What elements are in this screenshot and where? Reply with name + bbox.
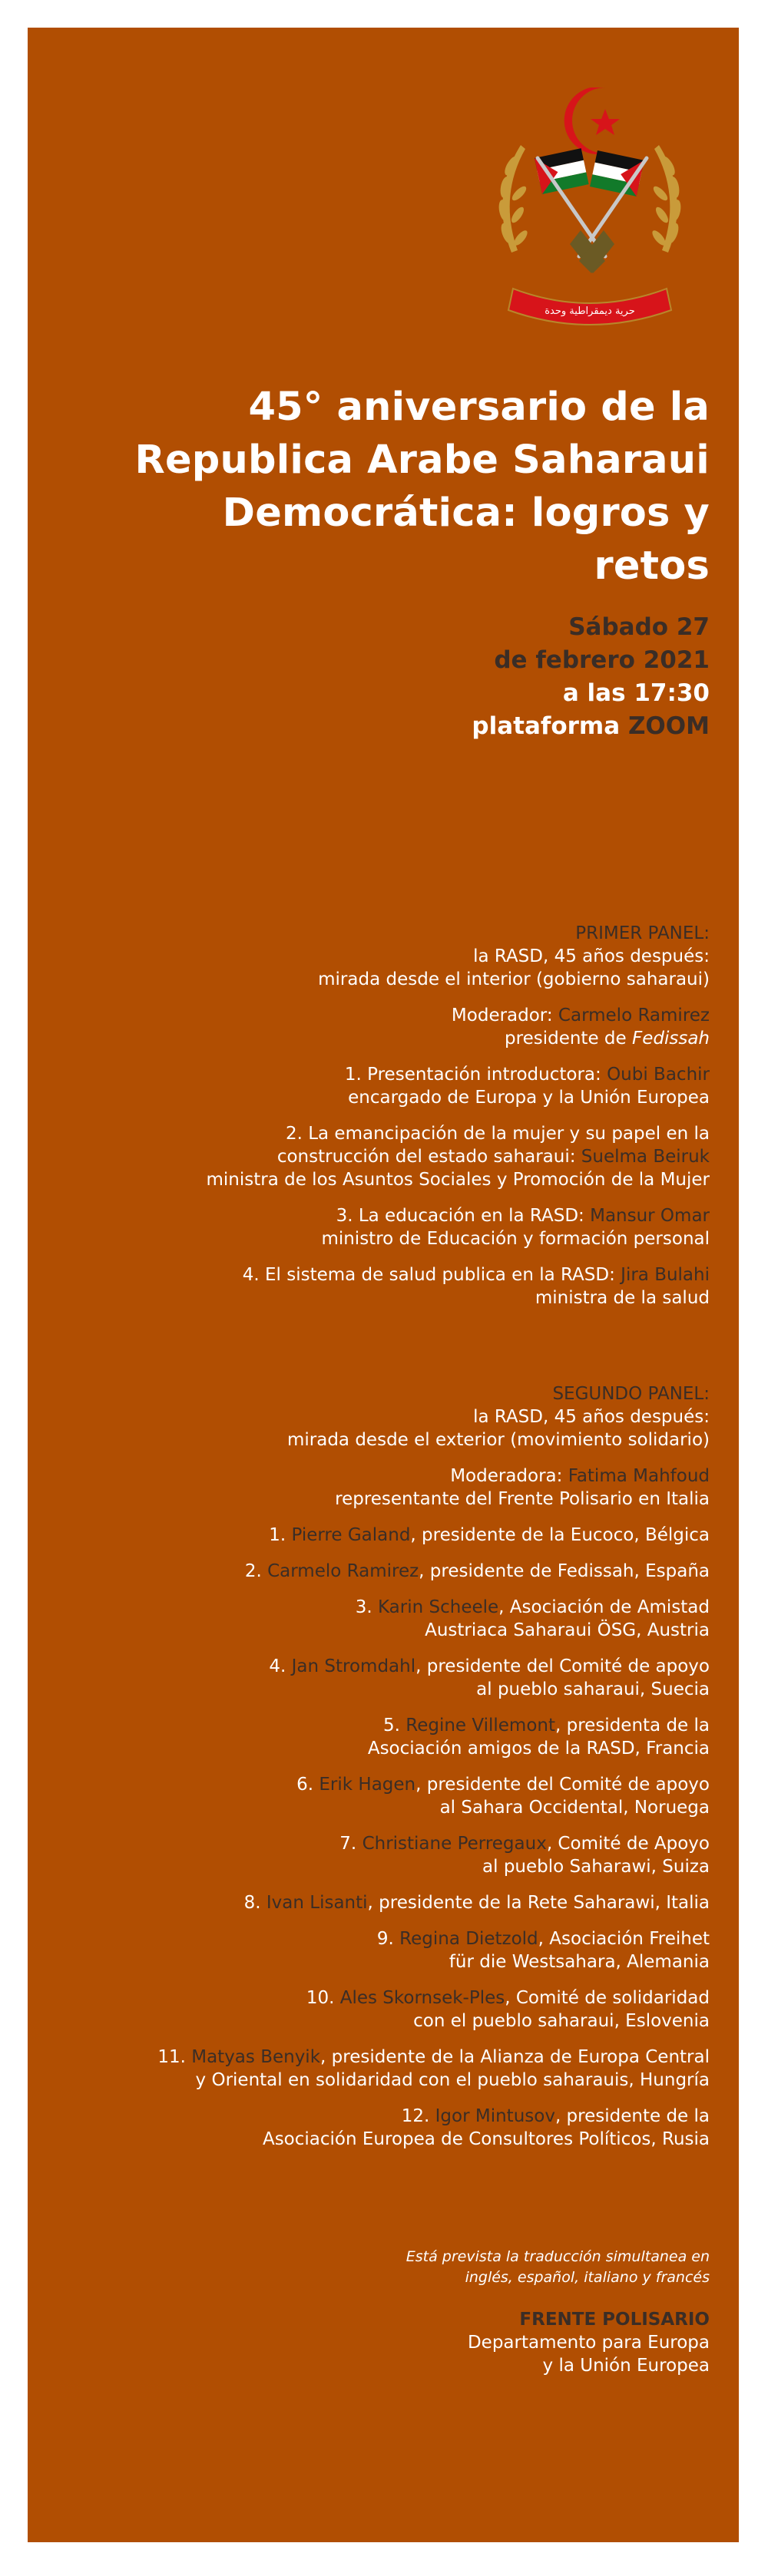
speaker-list <box>80 1524 710 2151</box>
speaker-name: Suelma Beiruk <box>581 1147 710 1167</box>
speaker-affiliation-cont: al pueblo saharaui, Suecia <box>476 1679 710 1699</box>
event-title <box>111 381 710 593</box>
speaker-affiliation: , presidente del Comité de apoyo <box>415 1656 710 1676</box>
speaker-name: Matyas Benyik <box>191 2047 321 2067</box>
speaker-affiliation: , presidente de la <box>554 2106 710 2126</box>
speaker-affiliation: , Comité de solidaridad <box>505 1988 710 2008</box>
speaker-line <box>80 1773 710 1796</box>
speaker-item <box>80 2105 710 2151</box>
speaker-affiliation-cont: Austriaca Saharaui ÖSG, Austria <box>425 1620 710 1640</box>
speaker-number: 11. <box>157 2047 192 2067</box>
speaker-name: Jira Bulahi <box>621 1265 710 1285</box>
moderator-prefix: Moderador: <box>451 1006 558 1025</box>
speaker-line <box>80 2046 710 2069</box>
talk-line <box>80 1063 710 1086</box>
organizer-department-1: Departamento para Europa <box>467 2333 710 2353</box>
speaker-number: 8. <box>243 1893 266 1913</box>
translation-note-line-2: inglés, español, italiano y francés <box>465 2269 710 2286</box>
talk-topic: 3. La educación en la RASD: <box>336 1206 591 1226</box>
emblem-motto: حرية ديمقراطية وحدة <box>545 305 635 317</box>
talk-item <box>80 1063 710 1109</box>
panel1-heading: PRIMER PANEL: <box>575 923 710 943</box>
speaker-item <box>80 2046 710 2092</box>
talk-line <box>80 1204 710 1227</box>
panel-spacer <box>80 1323 710 1382</box>
speaker-affiliation: , presidente de la Alianza de Europa Central <box>320 2047 710 2067</box>
speaker-affiliation: , presidente del Comité de apoyo <box>415 1775 710 1795</box>
panel2-header <box>80 1382 710 1451</box>
program <box>80 922 710 2377</box>
event-day: Sábado 27 <box>568 613 710 641</box>
event-details <box>326 611 710 743</box>
speaker-name: Ales Skornsek-Ples <box>339 1988 505 2008</box>
speaker-line <box>80 2105 710 2128</box>
title-line-3: Democrática: logros y retos <box>222 490 710 589</box>
speaker-line <box>80 1832 710 1855</box>
speaker-affiliation-cont: al pueblo Saharawi, Suiza <box>482 1857 710 1877</box>
speaker-number: 6. <box>296 1775 319 1795</box>
footer-spacer <box>80 2164 710 2247</box>
speaker-number: 7. <box>339 1834 362 1854</box>
speaker-item <box>80 1891 710 1914</box>
speaker-affiliation-cont: Asociación amigos de la RASD, Francia <box>367 1739 710 1759</box>
speaker-affiliation-cont: Asociación Europea de Consultores Políticos, Rusia <box>262 2129 710 2149</box>
speaker-affiliation: , presidenta de la <box>555 1716 710 1735</box>
panel1-subtitle-2: mirada desde el interior (gobierno saharaui) <box>318 969 710 989</box>
speaker-item <box>80 1596 710 1642</box>
speaker-affiliation-cont: y Oriental en solidaridad con el pueblo saharauis, Hungría <box>195 2070 710 2090</box>
title-line-2: Republica Arabe Saharaui <box>134 438 710 483</box>
speaker-number: 9. <box>376 1929 400 1949</box>
panel2-moderator-role: representante del Frente Polisario en Italia <box>335 1489 710 1509</box>
speaker-item <box>80 1927 710 1973</box>
speaker-number: 2. <box>244 1561 268 1581</box>
speaker-name: Regine Villemont <box>406 1716 555 1735</box>
talk-topic: construcción del estado saharaui: <box>276 1147 581 1167</box>
speaker-name: Karin Scheele <box>378 1597 499 1617</box>
speaker-affiliation-cont: con el pueblo saharaui, Eslovenia <box>413 2011 710 2031</box>
speaker-number: 1. <box>269 1525 292 1545</box>
moderator-role-prefix: presidente de <box>505 1029 632 1049</box>
speaker-name: Jan Stromdahl <box>291 1656 416 1676</box>
speaker-number: 3. <box>355 1597 378 1617</box>
translation-note-line-1: Está prevista la traducción simultanea en <box>406 2248 710 2265</box>
speaker-affiliation: , presidente de la Eucoco, Bélgica <box>410 1525 710 1545</box>
speaker-role: ministra de la salud <box>535 1288 710 1308</box>
panel2-subtitle-2: mirada desde el exterior (movimiento solidario) <box>286 1430 710 1450</box>
speaker-item <box>80 1832 710 1878</box>
event-platform <box>326 710 710 743</box>
speaker-name: Regina Dietzold <box>399 1929 538 1949</box>
speaker-affiliation: , presidente de la Rete Saharawi, Italia <box>367 1893 710 1913</box>
panel2-heading: SEGUNDO PANEL: <box>552 1384 710 1404</box>
speaker-line <box>80 1891 710 1914</box>
title-line-1: 45° aniversario de la <box>248 385 710 430</box>
speaker-line <box>80 1714 710 1737</box>
speaker-item <box>80 1986 710 2033</box>
event-time: a las 17:30 <box>562 679 710 707</box>
platform-prefix: plataforma <box>472 712 628 740</box>
speaker-item <box>80 1524 710 1547</box>
speaker-affiliation: , Asociación Freihet <box>538 1929 710 1949</box>
speaker-item <box>80 1773 710 1819</box>
panel1-moderator-line <box>80 1004 710 1027</box>
speaker-affiliation-cont: für die Westsahara, Alemania <box>449 1952 710 1972</box>
panel1-moderator-role <box>80 1027 710 1050</box>
speaker-name: Igor Mintusov <box>435 2106 555 2126</box>
speaker-line <box>80 1655 710 1678</box>
speaker-line <box>80 1596 710 1619</box>
speaker-item <box>80 1560 710 1583</box>
talk-topic: 4. El sistema de salud publica en la RASD: <box>242 1265 621 1285</box>
speaker-number: 12. <box>401 2106 435 2126</box>
talk-line <box>80 1263 710 1286</box>
panel1-header <box>80 922 710 991</box>
moderator-prefix: Moderadora: <box>450 1466 568 1486</box>
panel2-moderator-line <box>80 1465 710 1488</box>
speaker-affiliation: , presidente de Fedissah, España <box>419 1561 710 1581</box>
panel1-subtitle-1: la RASD, 45 años después: <box>473 946 710 966</box>
speaker-role: ministra de los Asuntos Sociales y Promoción de la Mujer <box>206 1170 710 1190</box>
speaker-name: Erik Hagen <box>319 1775 416 1795</box>
speaker-line <box>80 1560 710 1583</box>
organizer-name: FRENTE POLISARIO <box>519 2310 710 2330</box>
speaker-line <box>80 1927 710 1950</box>
moderator-role-org: Fedissah <box>631 1029 710 1049</box>
talk-item <box>80 1122 710 1191</box>
moderator-name: Carmelo Ramirez <box>558 1006 710 1025</box>
panel2-moderator <box>80 1465 710 1511</box>
speaker-name: Oubi Bachir <box>607 1065 710 1085</box>
event-date: de febrero 2021 <box>494 646 710 674</box>
speaker-name: Christiane Perregaux <box>362 1834 547 1854</box>
speaker-name: Pierre Galand <box>291 1525 411 1545</box>
platform-name: ZOOM <box>627 712 710 740</box>
speaker-number: 4. <box>269 1656 292 1676</box>
poster-background <box>28 28 739 2542</box>
talk-item <box>80 1263 710 1309</box>
speaker-number: 10. <box>306 1988 340 2008</box>
organizer-department-2: y la Unión Europea <box>542 2356 710 2376</box>
talk-topic: 2. La emancipación de la mujer y su papel en la <box>285 1124 710 1144</box>
talk-topic: 1. Presentación introductora: <box>344 1065 607 1085</box>
translation-note <box>80 2247 710 2288</box>
speaker-name: Ivan Lisanti <box>266 1893 368 1913</box>
speaker-item <box>80 1655 710 1701</box>
panel1-moderator <box>80 1004 710 1050</box>
speaker-role: ministro de Educación y formación personal <box>321 1229 710 1249</box>
speaker-affiliation: , Asociación de Amistad <box>498 1597 710 1617</box>
sahrawi-coat-of-arms-icon <box>490 88 690 341</box>
speaker-role: encargado de Europa y la Unión Europea <box>348 1088 710 1108</box>
panel2-subtitle-1: la RASD, 45 años después: <box>473 1407 710 1427</box>
speaker-affiliation: , Comité de Apoyo <box>546 1834 710 1854</box>
speaker-name: Mansur Omar <box>590 1206 710 1226</box>
speaker-affiliation-cont: al Sahara Occidental, Noruega <box>439 1798 710 1818</box>
moderator-name: Fatima Mahfoud <box>568 1466 710 1486</box>
organizer <box>80 2308 710 2377</box>
talk-item <box>80 1204 710 1250</box>
speaker-name: Carmelo Ramirez <box>267 1561 419 1581</box>
speaker-line <box>80 1524 710 1547</box>
speaker-number: 5. <box>382 1716 406 1735</box>
talk-line <box>80 1145 710 1168</box>
speaker-line <box>80 1986 710 2010</box>
speaker-item <box>80 1714 710 1760</box>
